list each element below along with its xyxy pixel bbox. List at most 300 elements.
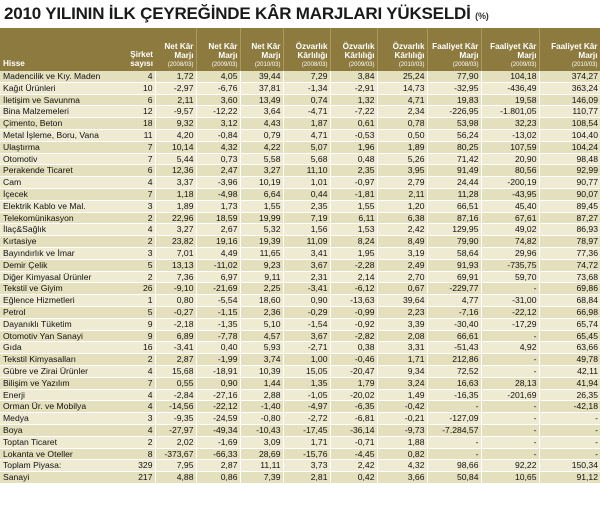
value-cell: -0,84 (196, 129, 240, 141)
value-cell: 10,19 (240, 177, 283, 189)
company-count-cell: 2 (118, 354, 155, 366)
value-cell: -127,09 (427, 413, 481, 425)
value-cell: -1,99 (196, 354, 240, 366)
value-cell: 3,31 (377, 342, 427, 354)
column-header-label: Faaliyet Kâr Marjı (551, 41, 598, 61)
value-cell: 22,96 (155, 212, 196, 224)
company-count-cell: 2 (118, 212, 155, 224)
company-count-cell: 7 (118, 141, 155, 153)
table-row (0, 283, 600, 295)
value-cell: 5,10 (240, 318, 283, 330)
value-cell: 1,44 (240, 377, 283, 389)
value-cell: 92,99 (539, 165, 600, 177)
value-cell: 4,71 (283, 129, 330, 141)
value-cell: 3,19 (377, 247, 427, 259)
value-cell: 68,84 (539, 295, 600, 307)
value-cell: 6,64 (240, 188, 283, 200)
value-cell: 1,87 (283, 118, 330, 130)
value-cell: 66,98 (539, 306, 600, 318)
value-cell: 77,90 (427, 71, 481, 82)
value-cell: 87,16 (427, 212, 481, 224)
sector-name-cell: Metal İşleme, Boru, Vana (0, 129, 118, 141)
value-cell: 1,35 (283, 377, 330, 389)
value-cell: 0,50 (377, 129, 427, 141)
value-cell: -2,18 (155, 318, 196, 330)
value-cell: -200,19 (481, 177, 539, 189)
value-cell: - (481, 448, 539, 460)
column-header (377, 28, 427, 71)
value-cell: 65,45 (539, 330, 600, 342)
value-cell: 129,95 (427, 224, 481, 236)
value-cell: 4,92 (481, 342, 539, 354)
value-cell: 5,93 (240, 342, 283, 354)
value-cell: 41,94 (539, 377, 600, 389)
value-cell: 28,69 (240, 448, 283, 460)
company-count-cell: 5 (118, 306, 155, 318)
table-row (0, 71, 600, 82)
company-count-cell: 11 (118, 129, 155, 141)
value-cell: -10,43 (240, 424, 283, 436)
value-cell: 3,09 (240, 436, 283, 448)
value-cell: -1,15 (196, 306, 240, 318)
value-cell: 1,00 (283, 354, 330, 366)
value-cell: 1,89 (155, 200, 196, 212)
value-cell: 0,48 (330, 153, 377, 165)
value-cell: 11,10 (283, 165, 330, 177)
value-cell: 11,28 (427, 188, 481, 200)
company-count-cell: 4 (118, 424, 155, 436)
sector-name-cell: Medya (0, 413, 118, 425)
table-row (0, 318, 600, 330)
value-cell: -30,40 (427, 318, 481, 330)
value-cell: 2,88 (240, 389, 283, 401)
column-header-period: (2010/03) (254, 62, 281, 68)
value-cell: -21,69 (196, 283, 240, 295)
value-cell: 3,64 (240, 106, 283, 118)
value-cell: 1,01 (283, 177, 330, 189)
company-count-cell: 7 (118, 188, 155, 200)
value-cell: 4,88 (155, 472, 196, 484)
value-cell: -7,22 (330, 106, 377, 118)
value-cell: 1,56 (283, 224, 330, 236)
company-count-cell: 18 (118, 118, 155, 130)
value-cell: 13,49 (240, 94, 283, 106)
value-cell: 0,79 (240, 129, 283, 141)
sector-name-cell: Demir Çelik (0, 259, 118, 271)
value-cell: -16,35 (427, 389, 481, 401)
value-cell: -27,16 (196, 389, 240, 401)
company-count-cell: 4 (118, 389, 155, 401)
value-cell: 4,57 (240, 330, 283, 342)
value-cell: -20,02 (330, 389, 377, 401)
value-cell: 7,39 (240, 472, 283, 484)
value-cell: 2,34 (377, 106, 427, 118)
value-cell: -1,05 (283, 389, 330, 401)
company-count-cell: 2 (118, 271, 155, 283)
value-cell: 2,87 (196, 460, 240, 472)
value-cell: -7,16 (427, 306, 481, 318)
sector-name-cell: Tekstil ve Giyim (0, 283, 118, 295)
value-cell: 5,26 (377, 153, 427, 165)
value-cell: 3,24 (377, 377, 427, 389)
column-header-period: (2008/03) (167, 62, 194, 68)
value-cell: 10,39 (240, 365, 283, 377)
value-cell: 3,67 (283, 330, 330, 342)
value-cell: 150,34 (539, 460, 600, 472)
table-row (0, 354, 600, 366)
column-header (427, 28, 481, 71)
value-cell: 67,61 (481, 212, 539, 224)
value-cell: -0,42 (377, 401, 427, 413)
value-cell: -2,28 (330, 259, 377, 271)
table-row (0, 129, 600, 141)
value-cell: - (539, 424, 600, 436)
column-header (196, 28, 240, 71)
value-cell: -1,69 (196, 436, 240, 448)
company-count-cell: 7 (118, 377, 155, 389)
sector-name-cell: İletişim ve Savunma (0, 94, 118, 106)
column-header-label: Net Kâr Marjı (164, 41, 194, 61)
column-header-label: Faaliyet Kâr Marjı (432, 41, 479, 61)
table-row (0, 460, 600, 472)
column-header (0, 28, 118, 71)
value-cell: -6,12 (330, 283, 377, 295)
value-cell: 1,55 (330, 200, 377, 212)
value-cell: - (539, 436, 600, 448)
value-cell: 20,90 (481, 153, 539, 165)
value-cell: 19,99 (240, 212, 283, 224)
company-count-cell: 1 (118, 295, 155, 307)
value-cell: -17,45 (283, 424, 330, 436)
value-cell: 3,41 (283, 247, 330, 259)
value-cell: -22,12 (481, 306, 539, 318)
column-header-period: (2008/03) (452, 62, 479, 68)
sector-name-cell: Boya (0, 424, 118, 436)
value-cell: 0,40 (196, 342, 240, 354)
value-cell: 0,42 (330, 472, 377, 484)
column-header-label: Özvarlık Kârlılığı (342, 41, 375, 61)
sector-name-cell: Lokanta ve Oteller (0, 448, 118, 460)
sector-name-cell: Bayındırlık ve İmar (0, 247, 118, 259)
title-unit: (%) (475, 11, 489, 21)
value-cell: -14,56 (155, 401, 196, 413)
value-cell: 50,84 (427, 472, 481, 484)
value-cell: 9,34 (377, 365, 427, 377)
value-cell: 5,58 (240, 153, 283, 165)
value-cell: 3,27 (155, 224, 196, 236)
value-cell: -66,33 (196, 448, 240, 460)
value-cell: 2,70 (377, 271, 427, 283)
value-cell: 1,53 (330, 224, 377, 236)
table-row (0, 365, 600, 377)
value-cell: 108,54 (539, 118, 600, 130)
value-cell: -9,57 (155, 106, 196, 118)
value-cell: 49,78 (539, 354, 600, 366)
sector-name-cell: Tekstil Kimyasalları (0, 354, 118, 366)
value-cell: -7,78 (196, 330, 240, 342)
value-cell: -0,21 (377, 413, 427, 425)
value-cell: 15,05 (283, 365, 330, 377)
value-cell: 3,39 (377, 318, 427, 330)
column-header-period: (2008/03) (301, 62, 328, 68)
value-cell: 92,22 (481, 460, 539, 472)
table-row (0, 295, 600, 307)
value-cell: 53,98 (427, 118, 481, 130)
value-cell: -43,95 (481, 188, 539, 200)
value-cell: - (427, 448, 481, 460)
value-cell: 3,27 (240, 165, 283, 177)
value-cell: 2,42 (377, 224, 427, 236)
value-cell: -4,98 (196, 188, 240, 200)
value-cell: 4,43 (240, 118, 283, 130)
value-cell: -229,77 (427, 283, 481, 295)
value-cell: -436,49 (481, 82, 539, 94)
column-header-period: (2009/03) (348, 62, 375, 68)
value-cell: 104,40 (539, 129, 600, 141)
table-row (0, 212, 600, 224)
sector-name-cell: Elektrik Kablo ve Mal. (0, 200, 118, 212)
company-count-cell: 2 (118, 236, 155, 248)
value-cell: 56,24 (427, 129, 481, 141)
company-count-cell: 7 (118, 153, 155, 165)
value-cell: -735,75 (481, 259, 539, 271)
value-cell: 1,79 (330, 377, 377, 389)
sector-name-cell: Orman Ür. ve Mobilya (0, 401, 118, 413)
company-count-cell: 6 (118, 165, 155, 177)
value-cell: 2,67 (196, 224, 240, 236)
company-count-cell: 8 (118, 448, 155, 460)
value-cell: 1,88 (377, 436, 427, 448)
value-cell: 4,22 (240, 141, 283, 153)
value-cell: 1,18 (155, 188, 196, 200)
profit-margin-table (0, 28, 600, 484)
value-cell: 89,45 (539, 200, 600, 212)
value-cell: 72,52 (427, 365, 481, 377)
value-cell: -12,22 (196, 106, 240, 118)
value-cell: -0,80 (240, 413, 283, 425)
value-cell: 78,97 (539, 236, 600, 248)
value-cell: 104,18 (481, 71, 539, 82)
company-count-cell: 12 (118, 106, 155, 118)
sector-name-cell: Gıda (0, 342, 118, 354)
value-cell: - (427, 401, 481, 413)
value-cell: 1,20 (377, 200, 427, 212)
sector-name-cell: Otomotiv Yan Sanayi (0, 330, 118, 342)
value-cell: 1,73 (196, 200, 240, 212)
column-header (118, 28, 155, 71)
value-cell: 4,32 (377, 460, 427, 472)
value-cell: 0,44 (283, 188, 330, 200)
value-cell: 49,02 (481, 224, 539, 236)
value-cell: - (481, 365, 539, 377)
value-cell: 1,49 (377, 389, 427, 401)
table-row (0, 224, 600, 236)
sector-name-cell: Otomotiv (0, 153, 118, 165)
value-cell: -9,35 (155, 413, 196, 425)
value-cell: 146,09 (539, 94, 600, 106)
company-count-cell: 2 (118, 436, 155, 448)
value-cell: 2,11 (377, 188, 427, 200)
value-cell: 0,38 (330, 342, 377, 354)
value-cell: 19,16 (196, 236, 240, 248)
value-cell: 3,73 (283, 460, 330, 472)
company-count-cell: 3 (118, 200, 155, 212)
column-header-label: Net Kâr Marjı (208, 41, 238, 61)
column-header (539, 28, 600, 71)
value-cell: - (481, 401, 539, 413)
value-cell: 32,23 (481, 118, 539, 130)
table-row (0, 247, 600, 259)
value-cell: 4,49 (196, 247, 240, 259)
value-cell: 2,87 (155, 354, 196, 366)
value-cell: 11,11 (240, 460, 283, 472)
value-cell: 45,40 (481, 200, 539, 212)
value-cell: 39,44 (240, 71, 283, 82)
value-cell: 10,65 (481, 472, 539, 484)
table-row (0, 413, 600, 425)
value-cell: -42,18 (539, 401, 600, 413)
company-count-cell: 4 (118, 224, 155, 236)
value-cell: 1,96 (330, 141, 377, 153)
value-cell: -27,97 (155, 424, 196, 436)
value-cell: 66,61 (427, 330, 481, 342)
value-cell: -4,97 (283, 401, 330, 413)
table-row (0, 330, 600, 342)
value-cell: 5,07 (283, 141, 330, 153)
value-cell: 0,74 (283, 94, 330, 106)
table-row (0, 177, 600, 189)
value-cell: 1,89 (377, 141, 427, 153)
value-cell: -49,34 (196, 424, 240, 436)
sector-name-cell: Kağıt Ürünleri (0, 82, 118, 94)
sector-name-cell: Bilişim ve Yazılım (0, 377, 118, 389)
value-cell: 0,67 (377, 283, 427, 295)
table-row (0, 141, 600, 153)
value-cell: 0,90 (283, 295, 330, 307)
value-cell: 212,86 (427, 354, 481, 366)
value-cell: 5,68 (283, 153, 330, 165)
value-cell: 2,25 (240, 283, 283, 295)
table-row (0, 118, 600, 130)
table-row (0, 401, 600, 413)
value-cell: 2,47 (196, 165, 240, 177)
sector-name-cell: Perakende Ticaret (0, 165, 118, 177)
value-cell: 9,23 (240, 259, 283, 271)
value-cell: 90,07 (539, 188, 600, 200)
column-header-label: Net Kâr Marjı (251, 41, 281, 61)
value-cell: 5,44 (155, 153, 196, 165)
value-cell: 6,89 (155, 330, 196, 342)
value-cell: -2,97 (155, 82, 196, 94)
column-header (283, 28, 330, 71)
value-cell: 4,05 (196, 71, 240, 82)
sector-name-cell: Cam (0, 177, 118, 189)
value-cell: -24,59 (196, 413, 240, 425)
column-header-period: (2010/03) (571, 62, 598, 68)
value-cell: 2,11 (155, 94, 196, 106)
value-cell: -0,27 (155, 306, 196, 318)
company-count-cell: 4 (118, 177, 155, 189)
value-cell: 59,70 (481, 271, 539, 283)
value-cell: -1.801,05 (481, 106, 539, 118)
value-cell: 13,13 (155, 259, 196, 271)
value-cell: 80,25 (427, 141, 481, 153)
value-cell: 3,60 (196, 94, 240, 106)
value-cell: 74,82 (481, 236, 539, 248)
value-cell: 25,24 (377, 71, 427, 82)
value-cell: 0,82 (377, 448, 427, 460)
sector-name-cell: Dayanıklı Tüketim (0, 318, 118, 330)
value-cell: 66,51 (427, 200, 481, 212)
company-count-cell: 3 (118, 247, 155, 259)
column-header-label: Şirket sayısı (130, 49, 153, 69)
value-cell: 14,73 (377, 82, 427, 94)
value-cell: - (481, 424, 539, 436)
value-cell: -1,81 (330, 188, 377, 200)
value-cell: 39,64 (377, 295, 427, 307)
table-row (0, 448, 600, 460)
value-cell: 0,80 (155, 295, 196, 307)
value-cell: -0,92 (330, 318, 377, 330)
sector-name-cell: Toptan Ticaret (0, 436, 118, 448)
value-cell: -22,12 (196, 401, 240, 413)
value-cell: 1,72 (155, 71, 196, 82)
value-cell: -3,41 (283, 283, 330, 295)
value-cell: -2,91 (330, 82, 377, 94)
value-cell: 2,02 (155, 436, 196, 448)
table-row (0, 377, 600, 389)
value-cell: -0,71 (330, 436, 377, 448)
value-cell: 107,59 (481, 141, 539, 153)
value-cell: 2,36 (240, 306, 283, 318)
value-cell: 91,49 (427, 165, 481, 177)
value-cell: 0,90 (196, 377, 240, 389)
value-cell: 18,60 (240, 295, 283, 307)
value-cell: -13,02 (481, 129, 539, 141)
value-cell: 6,11 (330, 212, 377, 224)
value-cell: 104,24 (539, 141, 600, 153)
value-cell: 2,42 (330, 460, 377, 472)
value-cell: 374,27 (539, 71, 600, 82)
table-row (0, 200, 600, 212)
value-cell: 98,48 (539, 153, 600, 165)
value-cell: 12,36 (155, 165, 196, 177)
value-cell: 4,32 (196, 141, 240, 153)
value-cell: 3,12 (196, 118, 240, 130)
sector-name-cell: Kırtasiye (0, 236, 118, 248)
value-cell: 2,81 (283, 472, 330, 484)
table-row (0, 342, 600, 354)
column-header (481, 28, 539, 71)
value-cell: 15,68 (155, 365, 196, 377)
value-cell: 1,71 (377, 354, 427, 366)
value-cell: -2,72 (283, 413, 330, 425)
sector-name-cell: Madencilik ve Kıy. Maden (0, 71, 118, 82)
company-count-cell: 4 (118, 71, 155, 82)
value-cell: 65,74 (539, 318, 600, 330)
value-cell: 2,08 (377, 330, 427, 342)
value-cell: 1,71 (283, 436, 330, 448)
column-header-label: Faaliyet Kâr Marjı (490, 41, 537, 61)
value-cell: 91,93 (427, 259, 481, 271)
sector-name-cell: İlaç&Sağlık (0, 224, 118, 236)
value-cell: -373,67 (155, 448, 196, 460)
value-cell: - (481, 330, 539, 342)
table-row (0, 165, 600, 177)
value-cell: -4,71 (283, 106, 330, 118)
value-cell: -15,76 (283, 448, 330, 460)
value-cell: 80,56 (481, 165, 539, 177)
